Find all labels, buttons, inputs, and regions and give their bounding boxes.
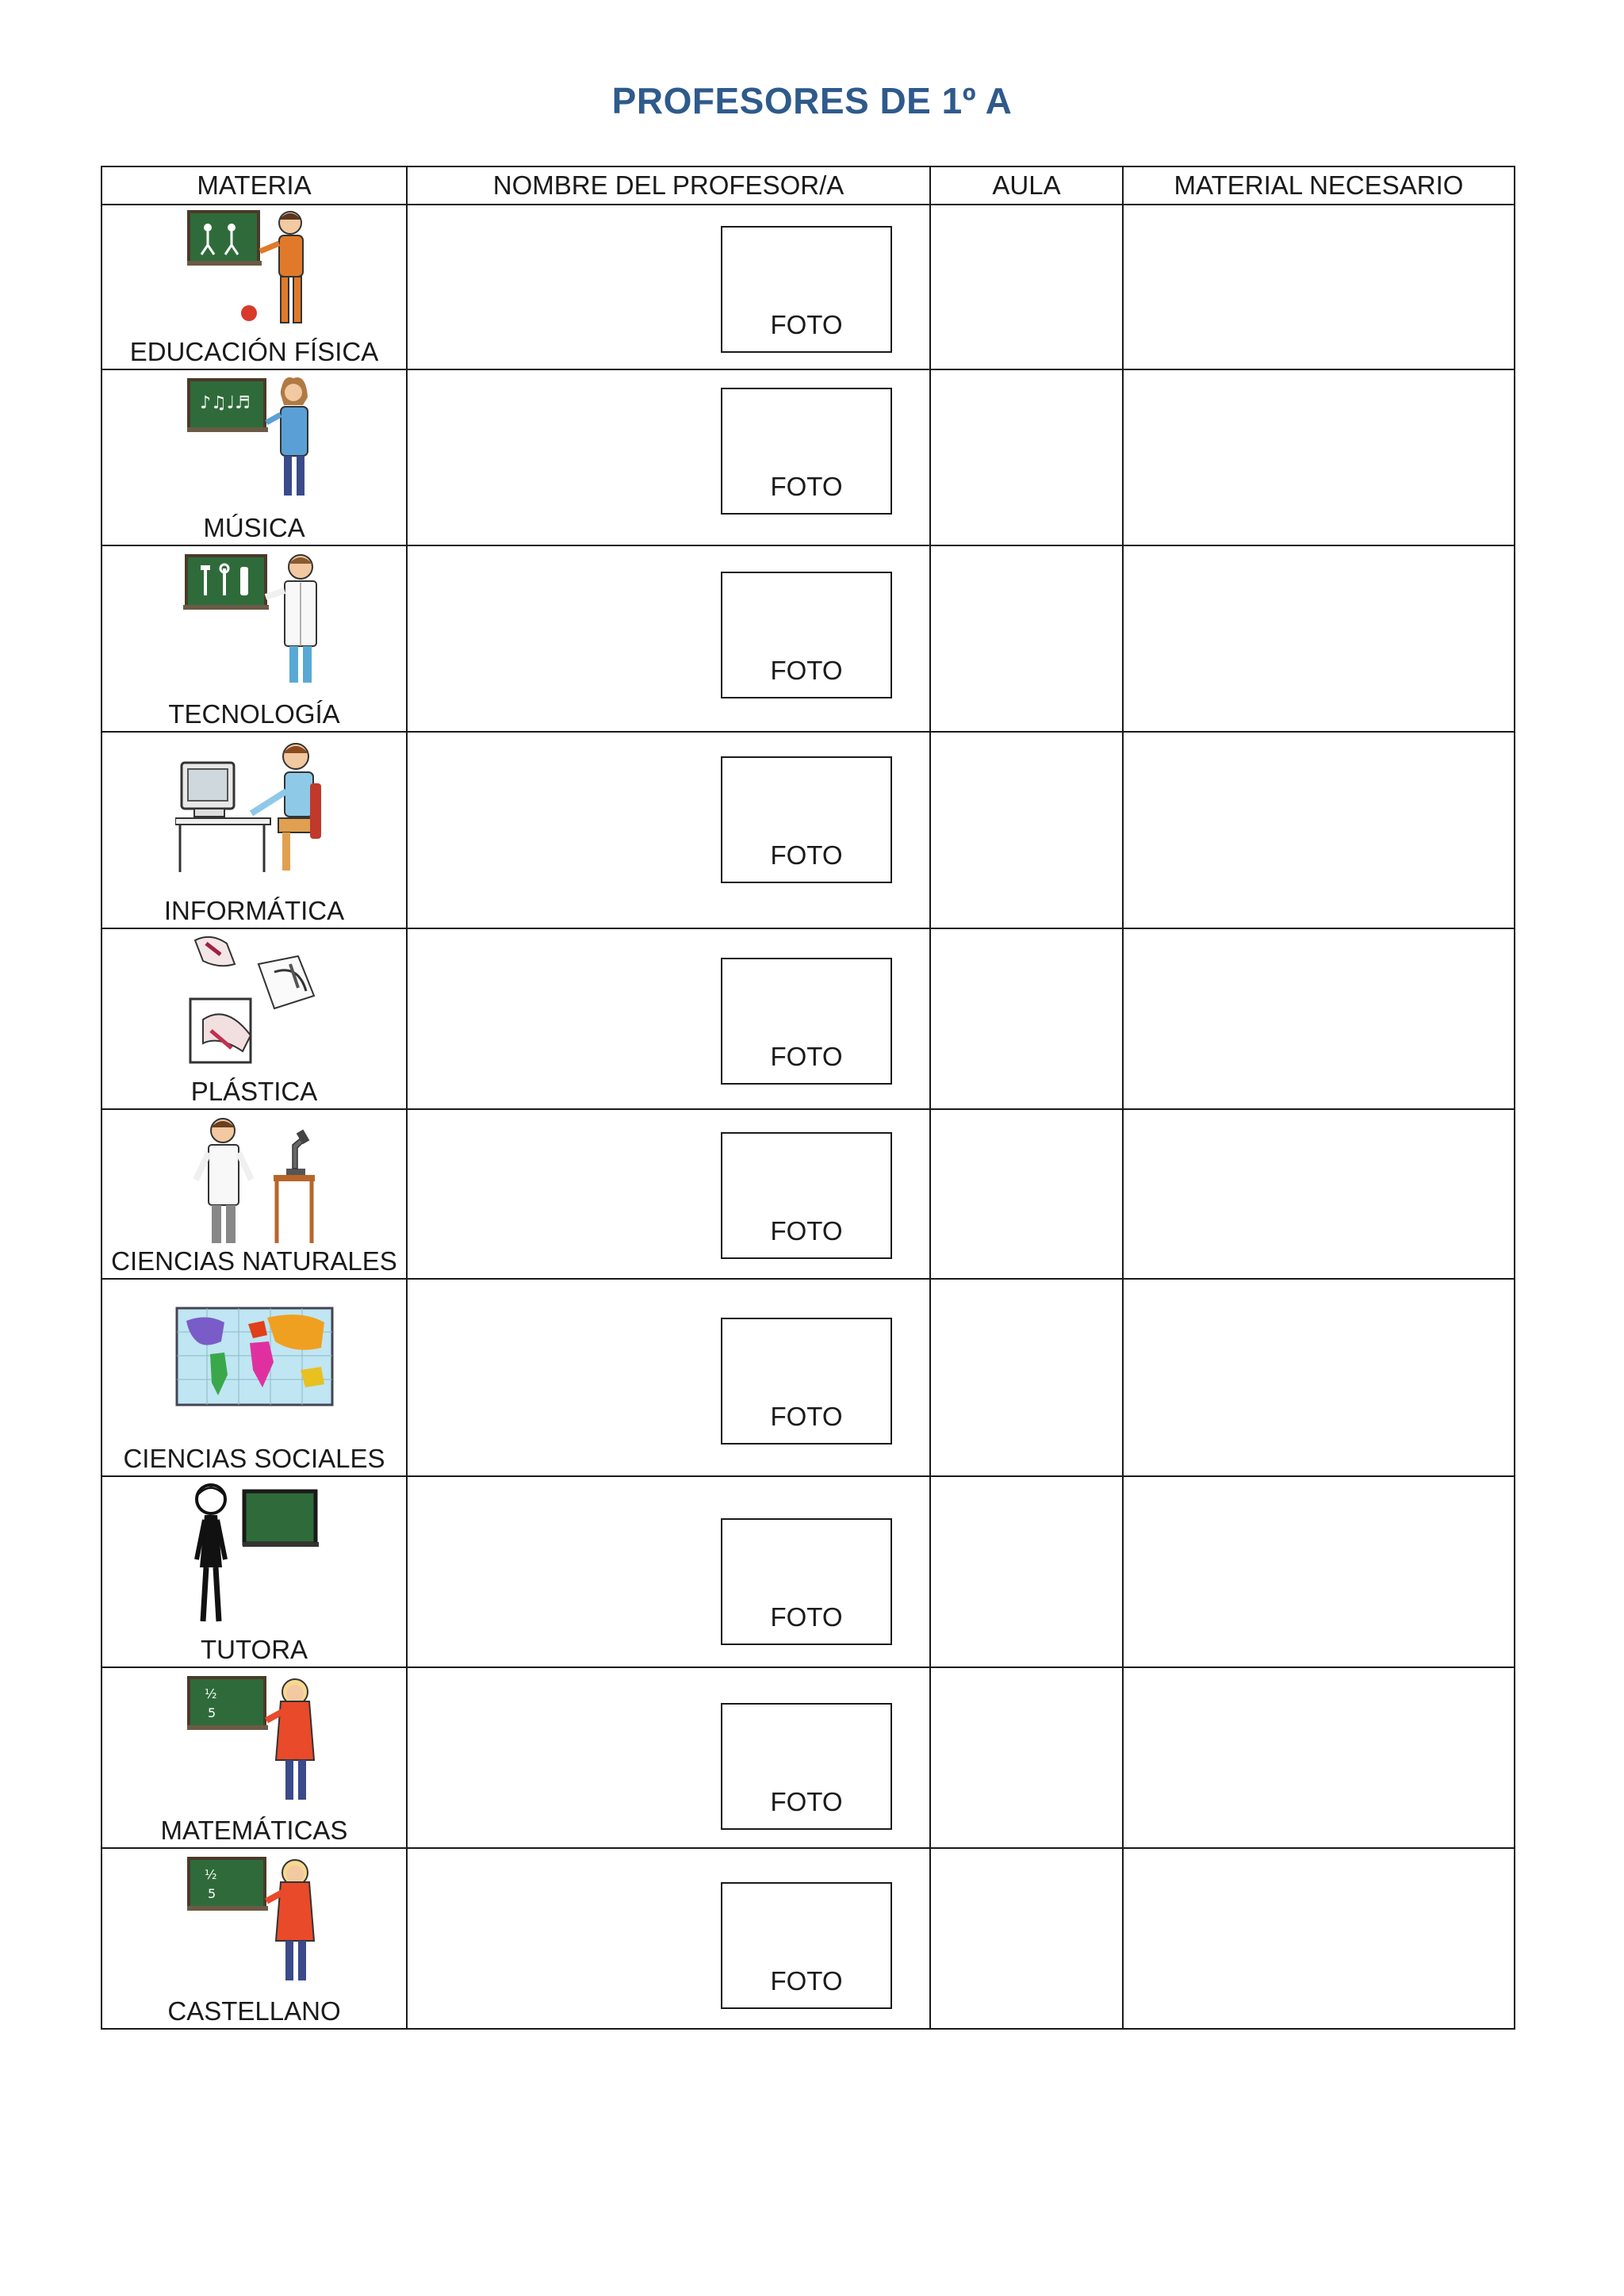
subject-label: PLÁSTICA [190,1077,318,1106]
language-teacher-icon [187,1852,322,1984]
table-row [102,1848,1515,2029]
aula-cell[interactable] [930,928,1123,1109]
table-row [102,1667,1515,1848]
subject-label: TECNOLOGÍA [168,699,340,729]
computer-user-icon [175,736,334,877]
svg-text:5: 5 [207,1705,216,1720]
photo-box [721,1518,892,1645]
header-material: MATERIAL NECESARIO [1123,166,1515,205]
aula-cell[interactable] [930,1848,1123,2029]
material-cell[interactable] [1123,1848,1515,2029]
material-cell[interactable] [1123,205,1515,369]
math-teacher-icon [187,1671,322,1803]
table-row [102,1476,1515,1667]
material-cell[interactable] [1123,928,1515,1109]
aula-cell[interactable] [930,1109,1123,1279]
header-aula: AULA [930,166,1123,205]
page-title: PROFESORES DE 1º A [611,80,1013,121]
photo-box [721,958,892,1085]
svg-text:½: ½ [204,1686,217,1701]
subject-label: MATEMÁTICAS [160,1816,348,1845]
photo-label: FOTO [770,1966,843,1996]
photo-box [721,1318,892,1445]
photo-label: FOTO [770,840,843,870]
photo-label: FOTO [770,1042,843,1071]
table-row [102,545,1515,732]
table-row [102,732,1515,928]
material-cell[interactable] [1123,1476,1515,1667]
subject-label: CASTELLANO [167,1996,341,2026]
photo-box [721,1882,892,2009]
material-cell[interactable] [1123,732,1515,928]
aula-cell[interactable] [930,732,1123,928]
photo-label: FOTO [770,656,843,685]
photo-label: FOTO [770,1602,843,1632]
aula-cell[interactable] [930,545,1123,732]
subject-label: EDUCACIÓN FÍSICA [129,337,379,366]
photo-box [721,572,892,698]
photo-label: FOTO [770,310,843,339]
tutor-blackboard-icon [187,1480,322,1626]
teachers-table [101,166,1515,2030]
scientist-microscope-icon [191,1113,318,1246]
technology-teacher-icon [183,549,326,686]
material-cell[interactable] [1123,545,1515,732]
material-cell[interactable] [1123,369,1515,545]
aula-cell[interactable] [930,1476,1123,1667]
photo-label: FOTO [770,1787,843,1816]
pe-teacher-icon [187,209,322,327]
photo-box [721,226,892,353]
photo-box [721,1703,892,1830]
subject-label: TUTORA [200,1635,308,1664]
subject-label: INFORMÁTICA [163,896,345,925]
photo-box [721,388,892,515]
table-row [102,205,1515,369]
aula-cell[interactable] [930,1667,1123,1848]
material-cell[interactable] [1123,1667,1515,1848]
world-map-icon [175,1307,334,1410]
photo-label: FOTO [770,472,843,501]
material-cell[interactable] [1123,1109,1515,1279]
aula-cell[interactable] [930,205,1123,369]
table-row [102,928,1515,1109]
subject-label: MÚSICA [203,513,305,542]
photo-label: FOTO [770,1402,843,1431]
table-row [102,369,1515,545]
aula-cell[interactable] [930,1279,1123,1476]
svg-text:♪♫♩♬: ♪♫♩♬ [199,393,251,413]
art-hands-icon [179,932,330,1067]
svg-text:5: 5 [207,1886,216,1901]
header-materia: MATERIA [102,166,407,205]
music-teacher-icon [187,373,322,499]
photo-label: FOTO [770,1216,843,1246]
photo-box [721,1132,892,1259]
svg-text:½: ½ [204,1867,217,1882]
subject-label: CIENCIAS SOCIALES [123,1444,385,1473]
aula-cell[interactable] [930,369,1123,545]
header-row [102,166,1515,205]
material-cell[interactable] [1123,1279,1515,1476]
table-row [102,1279,1515,1476]
photo-box [721,756,892,883]
subject-label: CIENCIAS NATURALES [111,1246,397,1276]
header-nombre: NOMBRE DEL PROFESOR/A [407,166,930,205]
table-row [102,1109,1515,1279]
